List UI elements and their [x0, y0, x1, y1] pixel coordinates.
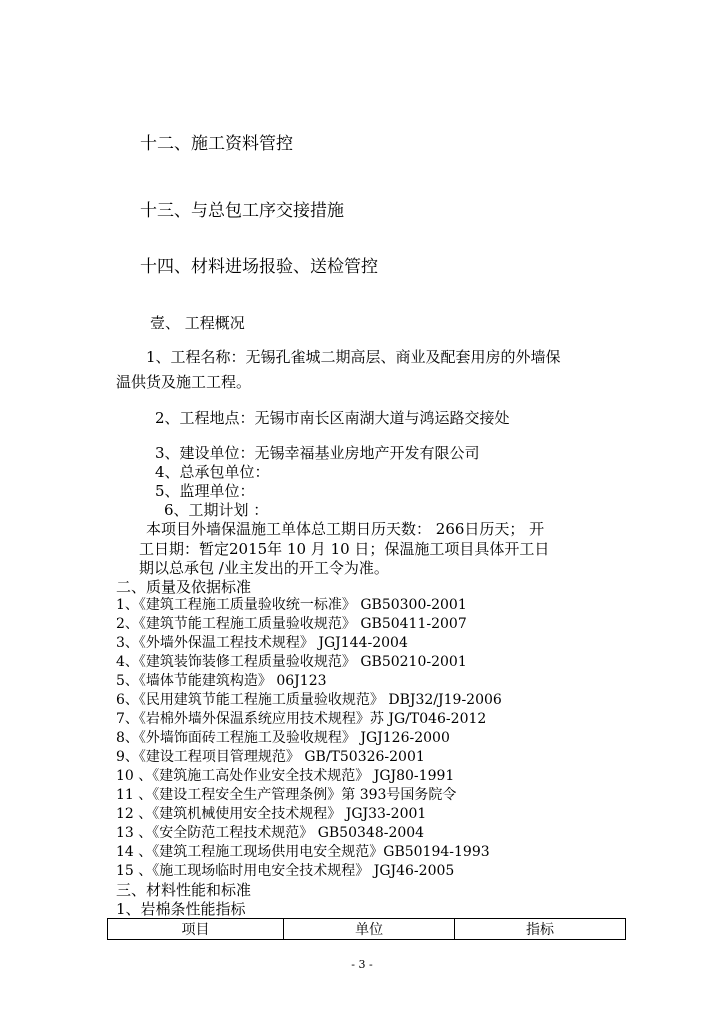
standard-item: 2、《建筑节能工程施工质量验收规范》 GB50411-2007: [116, 616, 467, 632]
column-header-value: 指标: [455, 919, 626, 940]
standard-item: 5、《墙体节能建筑构造》 06J123: [116, 673, 327, 689]
standard-item: 6、《民用建筑节能工程施工质量验收规范》 DBJ32/J19-2006: [116, 692, 502, 708]
schedule-line2: 工日期：暂定2015年 10 月 10 日；保温施工项目具体开工日: [139, 540, 550, 558]
standard-item: 14 、《建筑工程施工现场供用电安全规范》GB50194-1993: [116, 844, 490, 860]
standard-item: 1、《建筑工程施工质量验收统一标准》 GB50300-2001: [116, 597, 467, 613]
project-location: 2、工程地点：无锡市南长区南湖大道与鸿运路交接处: [155, 409, 510, 427]
rockwool-heading: 1、岩棉条性能指标: [116, 900, 246, 918]
section-heading-overview: 壹、 工程概况: [150, 314, 245, 332]
standard-item: 9、《建设工程项目管理规范》 GB/T50326-2001: [116, 749, 425, 765]
page-number: - 3 -: [351, 958, 373, 971]
section-heading-quality: 二、质量及依据标准: [116, 578, 252, 596]
project-name-line1: 1、工程名称：无锡孔雀城二期高层、商业及配套用房的外墙保: [146, 348, 561, 366]
standard-item: 13 、《安全防范工程技术规范》 GB50348-2004: [116, 825, 425, 841]
standard-item: 4、《建筑装饰装修工程质量验收规范》 GB50210-2001: [116, 654, 467, 670]
standard-item: 12 、《建筑机械使用安全技术规程》 JGJ33-2001: [116, 806, 427, 822]
standard-item: 3、《外墙外保温工程技术规程》 JGJ144-2004: [116, 635, 408, 651]
project-name-line2: 温供货及施工工程。: [116, 373, 252, 391]
standard-item: 11 、《建设工程安全生产管理条例》第 393号国务院令: [116, 787, 457, 803]
standard-item: 10 、《建筑施工高处作业安全技术规范》 JGJ80-1991: [116, 768, 455, 784]
table-header-row: [108, 919, 626, 940]
section-heading-materials: 三、材料性能和标准: [116, 881, 252, 899]
supervision-unit: 5、监理单位：: [155, 482, 255, 500]
project-owner: 3、建设单位：无锡幸福基业房地产开发有限公司: [155, 444, 480, 462]
standard-item: 8、《外墙饰面砖工程施工及验收规程》 JGJ126-2000: [116, 730, 450, 746]
standard-item: 7、《岩棉外墙外保温系统应用技术规程》苏 JG/T046-2012: [116, 711, 487, 727]
toc-item-13: 十三、与总包工序交接措施: [140, 201, 344, 221]
column-header-item: 项目: [108, 919, 284, 940]
schedule-line1: 本项目外墙保温施工单体总工期日历天数： 266日历天； 开: [146, 520, 545, 538]
toc-item-14: 十四、材料进场报验、送检管控: [140, 257, 378, 277]
rockwool-spec-table: [107, 918, 626, 940]
standard-item: 15 、《施工现场临时用电安全技术规程》 JGJ46-2005: [116, 863, 455, 879]
schedule-line3: 期以总承包 /业主发出的开工令为准。: [139, 559, 389, 577]
schedule-heading: 6、工期计划 ：: [164, 501, 269, 519]
general-contractor: 4、总承包单位：: [155, 463, 270, 481]
toc-item-12: 十二、施工资料管控: [140, 134, 293, 154]
column-header-unit: 单位: [284, 919, 455, 940]
